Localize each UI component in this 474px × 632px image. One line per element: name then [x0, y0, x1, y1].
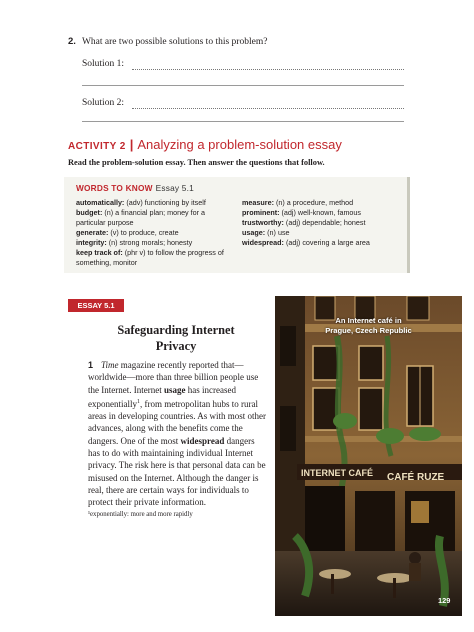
- vocab-entry: measure: (n) a procedure, method: [242, 198, 354, 207]
- solution-1-answer-line-2[interactable]: [82, 85, 404, 86]
- magazine-name: Time: [101, 360, 119, 370]
- photo-caption-line-1: An Internet café in: [335, 316, 402, 325]
- essay-title: [96, 322, 256, 354]
- paragraph-number: 1: [88, 360, 94, 370]
- vocab-entry: trustworthy: (adj) dependable; honest: [242, 218, 366, 227]
- paragraph-text: has increased exponentially: [88, 384, 236, 409]
- page-number: 129: [438, 596, 451, 605]
- vocab-word-usage: usage: [163, 384, 186, 395]
- photo-caption-line-2: Prague, Czech Republic: [325, 326, 412, 335]
- paragraph-text: dangers has to do with maintaining individual Internet privacy. The risk here is that personal data can be misused on the Internet. Although the danger is real, there are certain ways for individuals to protect their private information.: [88, 435, 266, 508]
- cafe-sign-right: CAFÉ RUZE: [387, 472, 445, 483]
- activity-label: ACTIVITY 2: [68, 141, 126, 152]
- vocab-entry: prominent: (adj) well-known, famous: [242, 208, 362, 217]
- essay-title-line-2: Privacy: [155, 339, 197, 353]
- solution-2-answer-line[interactable]: [132, 108, 404, 109]
- words-to-know-box: [64, 177, 410, 273]
- solution-2-answer-line-2[interactable]: [82, 121, 404, 122]
- vocab-entry: widespread: (adj) covering a large area: [242, 238, 370, 247]
- vocab-column-left: [76, 198, 236, 268]
- words-to-know-title: [76, 183, 194, 193]
- cafe-sign-left: INTERNET CAFÉ: [301, 468, 373, 478]
- solution-1-answer-line[interactable]: [132, 69, 404, 70]
- solution-2-label: Solution 2:: [82, 98, 124, 108]
- activity-separator: |: [129, 137, 134, 152]
- question-text: What are two possible solutions to this problem?: [81, 37, 268, 47]
- footnote: ¹exponentially: more and more rapidly: [88, 511, 193, 518]
- vocab-entry: integrity: (n) strong morals; honesty: [76, 238, 193, 247]
- vocab-entry: keep track of: (phr v) to follow the progress of something, monitor: [76, 248, 224, 267]
- photo-illustration: [275, 296, 462, 616]
- vocab-entry: generate: (v) to produce, create: [76, 228, 179, 237]
- vocab-column-right: [242, 198, 404, 248]
- words-to-know-essay: Essay 5.1: [155, 183, 194, 193]
- solution-1-label: Solution 1:: [82, 59, 124, 69]
- vocab-entry: automatically: (adv) functioning by itself: [76, 198, 206, 207]
- footnote-marker: 1: [137, 398, 140, 405]
- question-number: 2.: [68, 36, 76, 47]
- words-to-know-heading: WORDS TO KNOW: [76, 183, 153, 193]
- vocab-entry: budget: (n) a financial plan; money for a particular purpose: [76, 208, 206, 227]
- activity-instruction: Read the problem-solution essay. Then answer the questions that follow.: [68, 158, 325, 167]
- paragraph-text: , from metropolitan hubs to rural areas in developing countries. As with most other advances, along with the benefits come the dangers. One of the most: [88, 398, 266, 446]
- essay-badge: ESSAY 5.1: [68, 299, 124, 312]
- vocab-word-widespread: widespread: [180, 435, 225, 446]
- activity-title: Analyzing a problem-solution essay: [137, 137, 342, 152]
- activity-heading: [68, 137, 342, 152]
- paragraph-text: magazine recently reported that—worldwide—more than three billion people use the Internet. Internet: [88, 360, 259, 395]
- question-2: [68, 36, 267, 47]
- essay-title-line-1: Safeguarding Internet: [117, 323, 235, 337]
- internet-cafe-photo: [275, 296, 462, 616]
- essay-paragraph-1: [88, 359, 268, 509]
- vocab-entry: usage: (n) use: [242, 228, 290, 237]
- photo-caption: [275, 316, 462, 336]
